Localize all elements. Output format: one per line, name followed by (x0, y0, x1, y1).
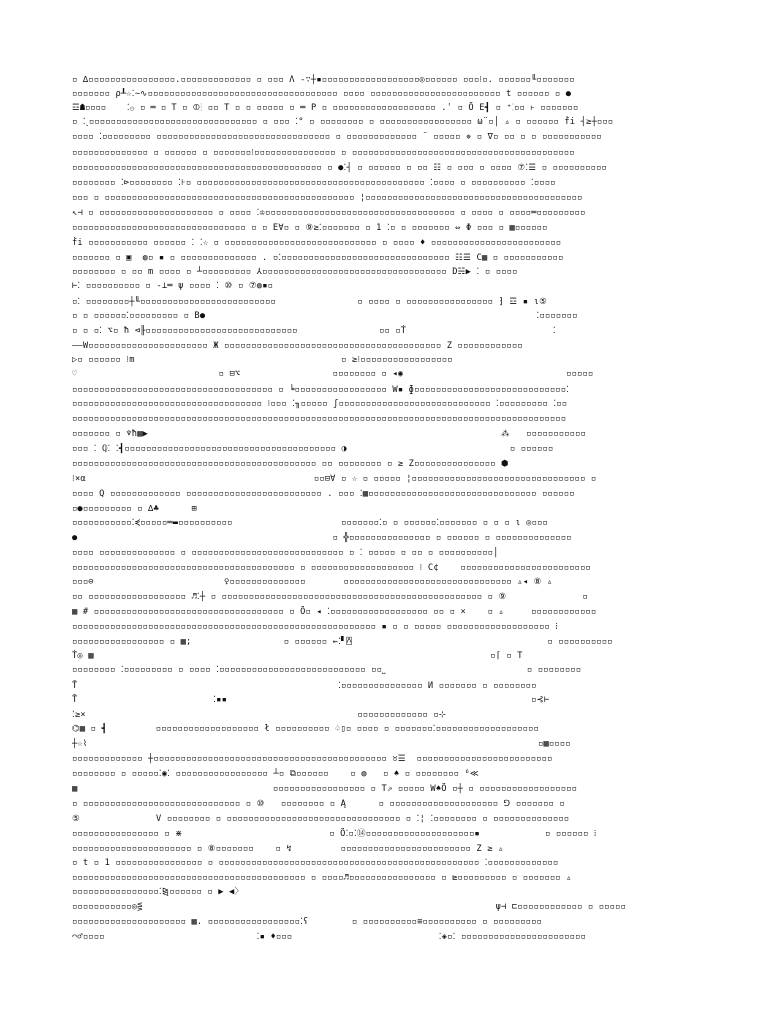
text-line: ▫▫▫▫▫▫▫▫▫▫▫▫▫▫▫▫▫▫▫▫▫▫▫▫▫▫▫▫▫▫▫▫▫▫▫▫▫▫▫▫▫ ▫ ▫▫▫▫▫▫▫▫▫▫▫▫▫▫▫▫▫▫▫ ⁝ C¢ ▫▫▫▫▫▫▫▫▫▫▫▫▫▫▫▫▫▫▫▫▫▫▫▫ (72, 563, 591, 573)
text-line: ▫▫▫▫ ▫▫▫▫▫▫▫▫▫▫▫▫▫▫ ▫ ▫▫▫▫▫▫▫▫▫▫▫▫▫▫▫▫▫▫▫▫▫▫▫▫▫▫▫▫ ▫ ⁚ ▫▫▫▫▫ ▫ ▫▫ ▫ ▫▫▫▫▫▫▫▫▫▫│ (72, 548, 499, 558)
text-line: ▫▫▫▫▫▫▫▫▫▫▫▫▫▫▫▫▫▫▫▫▫▫▫▫▫▫▫▫▫▫▫▫▫▫▫▫▫▫▫▫▫▫▫ ▫ ▫▫▫▫♬▫▫▫▫▫▫▫▫▫▫▫▫▫▫▫▫ ▫ ⊵▫▫▫▫▫▫▫▫▫ ▫ ▫▫▫▫▫▫▫ ▵ (72, 873, 572, 883)
text-line: ▫▫▫▫▫▫▫▫▫▫▫▫▫▫▫▫▫▫▫▫▫▫▫▫▫▫▫▫▫▫▫▫▫▫▫▫▫▫▫▫▫▫▫▫▫▫▫▫▫▫▫▫▫▫▫▫▫▫▫▫▫▫▫▫▫▫▫▫▫▫▫▫▫▫▫▫▫▫▫▫▫▫▫▫▫▫▫▫▫▫▫ (72, 414, 567, 424)
text-line: ▫▫▫▫▫▫▫ ▫ ▣ ◍▫ ▪ ▫ ▫▫▫▫▫▫▫▫▫▫▫▫▫▫ . ▫⁚▫▫▫▫▫▫▫▫▫▫▫▫▫▫▫▫▫▫▫▫▫▫▫▫▫▫▫▫▫▫▫ ☷☰ C▦ ▫ ▫▫▫▫▫▫▫▫▫▫▫ (72, 253, 564, 263)
text-line: ▫▫▫ ▫ ▫▫▫▫▫▫▫▫▫▫▫▫▫▫▫▫▫▫▫▫▫▫▫▫▫▫▫▫▫▫▫▫▫▫▫▫▫▫▫▫▫▫▫▫▫▫ ¦▫▫▫▫▫▫▫▫▫▫▫▫▫▫▫▫▫▫▫▫▫▫▫▫▫▫▫▫▫▫▫▫▫▫▫▫▫▫▫▫ (72, 193, 583, 203)
text-line: ▫▫▫ ⁚ ℚ⁚ ⁚┫▫▫▫▫▫▫▫▫▫▫▫▫▫▫▫▫▫▫▫▫▫▫▫▫▫▫▫▫▫▫▫▫▫▫▫▫▫▫▫ ◑ ▫ ▫▫▫▫▫▫ (72, 444, 554, 454)
text-line: ▫▫▫▫▫▫▫▫ ▫ ▫▫ m ▫▫▫▫ ▫ ┴▫▫▫▫▫▫▫▫▫ ⅄▫▫▫▫▫▫▫▫▫▫▫▫▫▫▫▫▫▫▫▫▫▫▫▫▫▫▫▫▫▫▫▫▫▫ D☵▶ ⁚ ▫ ▫▫▫▫ (72, 267, 518, 277)
text-line: ▫▫▫▫▫▫▫▫ ▫ ▫▫▫▫▫⁚◉⁚ ▫▫▫▫▫▫▫▫▫▫▫▫▫▫▫▫▫ ┴▫ ⧉▫▫▫▫▫▫ ▫ ◍ ▫ ♠ ▫ ▫▫▫▫▫▫▫▫ ⁶≪ (72, 769, 480, 779)
text-line: ▫▫▫▫▫▫▫▫▫▫▫◎⋚ ψ⊣ ⊏▫▫▫▫▫▫▫▫▫▫▫▫ ▫ ▫▫▫▫▫ (72, 902, 626, 912)
text-line: ⌒♂▫▫▫▫ ⁚▪ ♦▫▫▫ ⁚◈▫⁚ ▫▫▫▫▫▫▫▫▫▫▫▫▫▫▫▫▫▫▫▫▫▫▫ (72, 932, 586, 942)
text-line: ▫▫▫⊖ ♀▫▫▫▫▫▫▫▫▫▫▫▫▫▫ ▫▫▫▫▫▫▫▫▫▫▫▫▫▫▫▫▫▫▫▫▫▫▫▫▫▫▫▫▫▫▫ ▵◂ ⑧ ▵ (72, 577, 553, 587)
text-line: ▫▫▫▫▫▫▫▫▫▫▫▫▫▫▫▫▫▫▫▫▫▫▫▫▫▫▫▫▫▫▫▫▫▫▫ ⁝▫▫▫ ⁚╖▫▫▫▫▫ ʃ▫▫▫▫▫▫▫▫▫▫▫▫▫▫▫▫▫▫▫▫▫▫▫▫▫▫▫▫ ⁚▫▫▫▫▫▫▫▫▫ ⁚▫▫ (72, 399, 568, 409)
text-line: ⁚≥× ▫▫▫▫▫▫▫▫▫▫▫▫▫ ▫⊹ (72, 710, 447, 720)
text-line: ▫ ∆▫▫▫▫▫▫▫▫▫▫▫▫▫▫▫▫.▫▫▫▫▫▫▫▫▫▫▫▫▫ ▫ ▫▫▫ Λ -∵┼▪▫▫▫▫▫▫▫▫▫▫▫▫▫▫▫▫▫▫◎▫▫▫▫▫▫ ▫▫▫⁝▫. ▫▫▫▫▫▫╙▫▫▫▫▫▫▫ (72, 75, 575, 85)
text-line: ⑤ V ▫▫▫▫▫▫▫▫ ▫ ▫▫▫▫▫▫▫▫▫▫▫▫▫▫▫▫▫▫▫▫▫▫▫▫▫▫▫▫▫▫▫▫ ▫ ⁚¦ ⁚▫▫▫▫▫▫▫▫ ▫ ▫▫▫▫▫▫▫▫▫▫▫▫▫▫ (72, 814, 570, 824)
text-line: ⊢⁚ ▫▫▫▫▫▫▫▫▫▫ ▫ -⊥═ ψ ▫▫▫▫ ⁚ ⑩ ▫ ⑦◍▪▫ (72, 281, 274, 291)
text-line: ▫ t ▫ 1 ▫▫▫▫▫▫▫▫▫▫▫▫▫▫▫▫ ▫ ▫▫▫▫▫▫▫▫▫▫▫▫▫▫▫▫▫▫▫▫▫▫▫▫▫▫▫▫▫▫▫▫▫▫▫▫▫▫▫▫▫▫▫▫▫▫▫▫ ⁚▫▫▫▫▫▫▫▫▫▫▫▫▫ (72, 858, 559, 868)
text-line: ▫▫▫▫▫▫▫▫▫▫▫▫▫▫▫▫▫▫▫▫▫▫▫▫▫▫▫▫▫▫▫▫ ▫ ▫ E∀▫ ▫ ⑨≥⁚▫▫▫▫▫▫▫ ▫ 1 ⁚▫ ▫ ▫▫▫▫▫▫▫ ⇔ Φ ▫▫▫ ▫ ▦▫▫▫▫▫▫ (72, 223, 548, 233)
text-line: ▦ # ▫▫▫▫▫▫▫▫▫▫▫▫▫▫▫▫▫▫▫▫▫▫▫▫▫▫▫▫▫▫▫▫▫▫▫ ▫ Ȫ▫ ◂ ⁚▫▫▫▫▫▫▫▫▫▫▫▫▫▫▫▫▫▫ ▫▫ ▫ × ▫ ▵ ▫▫▫▫▫▫▫▫▫▫▫▫ (72, 607, 597, 617)
text-line: Ṫ◎ ▦ ▫⌈ ▫ T (72, 651, 523, 661)
text-line: ▫▫▫▫▫▫▫▫▫▫▫▫▫▫▫▫⁚⧎▫▫▫▫▫▫ ▫ ▶ ◀〉 (72, 887, 244, 897)
text-line: ⌬▦ ▫ ┫ ▫▫▫▫▫▫▫▫▫▫▫▫▫▫▫▫▫▫▫ ł ▫▫▫▫▫▫▫▫▫▫ ♤▯▫ ▫▫▫▫ ▫ ▫▫▫▫▫▫▫⁚▫▫▫▫▫▫▫▫▫▫▫▫▫▫▫▫▫▫▫ (72, 724, 539, 734)
text-line: ▫▫▫▫▫▫▫▫▫▫▫▫▫▫▫▫▫▫▫▫▫▫▫▫▫▫▫▫▫▫▫▫▫▫▫▫▫▫▫▫▫▫▫▫▫▫▫▫▫▫▫▫▫▫▫▫ ▪ ▫ ▫ ▫▫▫▫▫ ▫▫▫▫▫▫▫▫▫▫▫▫▫▫▫▫▫▫▫ ⁞ (72, 622, 558, 632)
text-line: ▫▫▫▫▫▫▫▫▫▫▫▫▫ ┼▫▫▫▫▫▫▫▫▫▫▫▫▫▫▫▫▫▫▫▫▫▫▫▫▫▫▫▫▫▫▫▫▫▫▫▫▫▫▫▫▫▫▫ ♉☰ ▫▫▫▫▫▫▫▫▫▫▫▫▫▫▫▫▫▫▫▫▫▫▫▫▫ (72, 754, 553, 764)
text-line: ▫⁚ ▫▫▫▫▫▫▫▫┼╙▫▫▫▫▫▫▫▫▫▫▫▫▫▫▫▫▫▫▫▫▫▫▫▫▫ ▫ ▫▫▫▫ ▫ ▫▫▫▫▫▫▫▫▫▫▫▫▫▫▫▫ ⁆ ☲ ▪ ι⑤ (72, 297, 548, 307)
text-line: ▫▫▫▫▫▫▫▫▫▫▫▫▫▫▫▫ ▫ ⋇ ▫ Ȫ⁚▫⁚⑭▫▫▫▫▫▫▫▫▫▫▫▫▫▫▫▫▫▫▫▫▪ ▫ ▫▫▫▫▫▫ ⁞ (72, 829, 597, 839)
text-line: ▫▫▫▫▫▫▫▫▫▫▫▫▫▫ ▫ ▫▫▫▫▫▫ ▫ ▫▫▫▫▫▫▫⁝▫▫▫▫▫▫▫▫▫▫▫▫▫▫▫ ▫ ▫▫▫▫▫▫▫▫▫▫▫▫▫▫▫▫▫▫▫▫▫▫▫▫▫▫▫▫▫▫▫▫▫▫▫▫▫▫▫▫▫ (72, 148, 575, 158)
text-line: ▫▫▫▫▫▫▫▫▫▫▫▫▫▫▫▫▫▫▫▫▫▫▫▫▫▫▫▫▫▫▫▫▫▫▫▫▫▫▫▫▫▫▫▫▫ ▫▫ ▫▫▫▫▫▫▫▫ ▫ ≥ Z▫▫▫▫▫▫▫▫▫▫▫▫▫▫▫ ⬢ (72, 459, 509, 469)
text-line: ⁝×α ▫▫⊟∀ ▫ ☆ ▫ ▫▫▫▫▫ ¦▫▫▫▫▫▫▫▫▫▫▫▫▫▫▫▫▫▫▫▫▫▫▫▫▫▫▫▫▫▫▫▫ ▫ (72, 474, 597, 484)
text-line: ↖⊣ ▫ ▫▫▫▫▫▫▫▫▫▫▫▫▫▫▫▫▫▫▫▫▫ ▫ ▫▫▫▫ ⁚♔▫▫▫▫▫▫▫▫▫▫▫▫▫▫▫▫▫▫▫▫▫▫▫▫▫▫▫▫▫▫▫▫▫▫▫ ▫ ▫▫▫▫ ▫ ▫▫▫▫═▫▫▫▫▫▫▫▫▫ (72, 208, 586, 218)
text-line: ▫▫▫▫ ⁚▫▫▫▫▫▫▫▫▫ ▫▫▫▫▫▫▫▫▫▫▫▫▫▫▫▫▫▫▫▫▫▫▫▫▫▫▫▫▫▫▫▫ ▫ ▫▫▫▫▫▫▫▫▫▫▫▫▫ ¨ ▫▫▫▫▫ ✵ ▫ ∇▫ ▫▫ ▫ ▫ ▫▫▫▫▫▫▫▫▫▫▫ (72, 132, 602, 142)
text-line: ▫▫▫▫▫▫▫▫▫▫▫▫▫▫▫▫▫ ▫ ▦; ▫ ▫▫▫▫▫▫ ⇜⁚▘⍓ ▫ ▫▫▫▫▫▫▫▫▫▫ (72, 637, 613, 647)
text-line: ▫▫▫▫▫▫▫▫▫▫▫⁚⋞▫▫▫▫▫═▬▫▫▫▫▫▫▫▫▫▫ ▫▫▫▫▫▫▫⁚▫ ▫ ▫▫▫▫▫▫⁚▫▫▫▫▫▫▫ ▫ ▫ ▫ ι ◎▫▫▫ (72, 518, 548, 528)
text-line: ▫▫ ▫▫▫▫▫▫▫▫▫▫▫▫▫▫▫▫▫▫ ♬⁚┼ ▫ ▫▫▫▫▫▫▫▫▫▫▫▫▫▫▫▫▫▫▫▫▫▫▫▫▫▫▫▫▫▫▫▫▫▫▫▫▫▫▫▫▫▫▫▫▫▫▫▫ ▫ ⑨ ▫ (72, 592, 588, 602)
text-line: ▫▫▫▫ Q ▫▫▫▫▫▫▫▫▫▫▫▫▫ ▫▫▫▫▫▫▫▫▫▫▫▫▫▫▫▫▫▫▫▫▫▫▫▫▫ . ▫▫▫ ⁚▦▫▫▫▫▫▫▫▫▫▫▫▫▫▫▫▫▫▫▫▫▫▫▫▫▫▫▫▫▫▫▫ ▫▫▫▫▫▫ (72, 489, 575, 499)
text-line: ▫ ⁚˻▫▫▫▫▫▫▫▫▫▫▫▫▫▫▫▫▫▫▫▫▫▫▫▫▫▫▫▫▫▫▫ ▫ ▫▫▫ ⁚° ▫ ▫▫▫▫▫▫▫▫ ▫ ▫▫▫▫▫▫▫▫▫▫▫▫▫▫▫▫▫ ω¨▫│ ▵ ▫ ▫▫▫▫▫▫ ḟi ┤≥┼▫▫▫ (72, 117, 614, 127)
text-line: ♡ ▫ ⊟⌥ ▫▫▫▫▫▫▫▫ ▫ ◂◉ ▫▫▫▫▫ (72, 369, 594, 379)
text-line: ☲☗▫▫▫▫ ⁚۞ ▫ ═ ▫ T ▫ ⦷⁝ ▫▫ T ▫ ▫ ▫▫▫▫▫ ▫ ═ P ▫ ▫▫▫▫▫▫▫▫▫▫▫▫▫▫▫▫▫▫▫ .ʿ ▫ Ȫ E┫ ▫ ⁺⁚▫▫ ⊦ ▫▫▫▫▫▫▫ (72, 103, 579, 113)
text-line: ▫▫▫▫▫▫▫▫▫▫▫▫▫▫▫▫▫▫▫▫▫▫▫▫▫▫▫▫▫▫▫▫▫▫▫▫▫ ▫ ╘▫▫▫▫▫▫▫▫▫▫▫▫▫▫▫▫▫ W▪ ɸ▫▫▫▫▫▫▫▫▫▫▫▫▫▫▫▫▫▫▫▫▫▫▫▫▫▫▫▫⁚ (72, 385, 570, 395)
text-line: ▫▫▫▫▫▫▫▫ ⁚⊳▫▫▫▫▫▫▫▫ ⁚⊦▫ ▫▫▫▫▫▫▫▫▫▫▫▫▫▫▫▫▫▫▫▫▫▫▫▫▫▫▫▫▫▫▫▫▫▫▫▫▫▫▫▫▫▫ ⁚▫▫▫▫ ▫ ▫▫▫▫▫▫▫▫▫▫ ⁚▫▫▫▫ (72, 178, 556, 188)
text-line: ▫ ▫ ▫⁚ ⌥▫ ħ ⊲╟▫▫▫▫▫▫▫▫▫▫▫▫▫▫▫▫▫▫▫▫▫▫▫▫▫▫▫▫ ▫▫ ▫Ṫ ⁚ (72, 326, 556, 336)
text-line: ▦ ▫▫▫▫▫▫▫▫▫▫▫▫▫▫▫▫▫ ▫ T⇗ ▫▫▫▫▫ W♠Ȫ ▫┼ ▫ ▫▫▫▫▫▫▫▫▫▫▫▫▫▫▫▫▫▫ (72, 784, 578, 794)
text-line: ▫●▫▫▫▫▫▫▫▫▫ ▫ ∆♣ ⊞ (72, 504, 197, 514)
text-line: ▫ ▫ ▫▫▫▫▫▫⁚▫▫▫▫▫▫▫▫▫ ▫ B● ⁚▫▫▫▫▫▫▫ (72, 311, 578, 321)
text-line: ▫ ▫▫▫▫▫▫▫▫▫▫▫▫▫▫▫▫▫▫▫▫▫▫▫▫▫▫▫▫▫ ▫ ⑩ ▫▫▫▫▫▫▫▫ ▫ Ą ▫ ▫▫▫▫▫▫▫▫▫▫▫▫▫▫▫▫▫▫▫▫ ⅁ ▫▫▫▫▫▫▫ ▫ (72, 799, 565, 809)
text-line: ● ▫ ╬▫▫▫▫▫▫▫▫▫▫▫▫▫▫▫ ▫ ▫▫▫▫▫▫ ▫ ▫▫▫▫▫▫▫▫▫▫▫▫▫▫ (72, 533, 572, 543)
text-line: ——W▫▫▫▫▫▫▫▫▫▫▫▫▫▫▫▫▫▫▫▫▫▫ Ж ▫▫▫▫▫▫▫▫▫▫▫▫▫▫▫▫▫▫▫▫▫▫▫▫▫▫▫▫▫▫▫▫▫▫▫▫▫▫▫▫ Ζ ▫▫▫▫▫▫▫▫▫▫▫▫ (72, 341, 523, 351)
text-line: ▫▫▫▫▫▫▫▫ ⁚▫▫▫▫▫▫▫▫▫ ▫ ▫▫▫▫ ⁚▫▫▫▫▫▫▫▫▫▫▫▫▫▫▫▫▫▫▫▫▫▫▫▫▫▫▫ ▫▫˽ ▫ ▫▫▫▫▫▫▫▫ (72, 665, 582, 675)
text-line: T̄ ⁚▪▪ ▫⊰⊢ (72, 695, 550, 705)
text-line: ḟi ▫▫▫▫▫▫▫▫▫▫▫ ▫▫▫▫▫▫ ⁚ ⁚☆ ▫ ▫▫▫▫▫▫▫▫▫▫▫▫▫▫▫▫▫▫▫▫▫▫▫▫▫▫▫▫ ▫ ▫▫▫▫ ♦ ▫▫▫▫▫▫▫▫▫▫▫▫▫▫▫▫▫▫▫▫▫▫▫▫ (72, 238, 562, 248)
text-line: ▫▫▫▫▫▫▫▫▫▫▫▫▫▫▫▫▫▫▫▫▫▫▫▫▫▫▫▫▫▫▫▫▫▫▫▫▫▫▫▫▫▫▫▫▫▫ ▫ ●⁚┤ ▫ ▫▫▫▫▫▫ ▫ ▫▫ ☷ ▫ ▫▫▫ ▫ ▫▫▫▫ ⑦⁚☰ ▫ ▫▫▫▫▫▫▫▫▫▫ (72, 163, 607, 173)
text-line: ▫▫▫▫▫▫▫▫▫▫▫▫▫▫▫▫▫▫▫▫▫ ▦. ▫▫▫▫▫▫▫▫▫▫▫▫▫▫▫▫▫⁚ʕ ▫ ▫▫▫▫▫▫▫▫▫▫≡▫▫▫▫▫▫▫▫▫▫ ▫ ▫▫▫▫▫▫▫▫▫ (72, 917, 542, 927)
text-line: ┼☆⌇ ▫▦▫▫▫▫ (72, 739, 571, 749)
text-line: ▷▫ ▫▫▫▫▫▫ ⁝m ▫ ≥⁝▫▫▫▫▫▫▫▫▫▫▫▫▫▫▫▫▫ (72, 355, 453, 365)
text-line: ▫▫▫▫▫▫▫ ▫ ♆ħ▦▶ ⁂ ▫▫▫▫▫▫▫▫▫▫▫ (72, 429, 586, 439)
text-line: T̊ ⁚▫▫▫▫▫▫▫▫▫▫▫▫▫▫▫ И ▫▫▫▫▫▫▫ ▫ ▫▫▫▫▫▫▫▫ (72, 681, 537, 691)
text-line: ▫▫▫▫▫▫▫▫▫▫▫▫▫▫▫▫▫▫▫▫▫▫ ▫ ⑧▫▫▫▫▫▫▫ ▫ ↯ ▫▫▫▫▫▫▫▫▫▫▫▫▫▫▫▫▫▫▫▫▫▫▫▫ Z ≥ ▵ (72, 844, 504, 854)
text-line: ▫▫▫▫▫▫▫ ρ┸☆⁚∼∿▫▫▫▫▫▫▫▫▫▫▫▫▫▫▫▫▫▫▫▫▫▫▫▫▫▫▫▫▫▫▫▫▫▫▫ ▫▫▫▫ ▫▫▫▫▫▫▫▫▫▫▫▫▫▫▫▫▫▫▫▫▫▫▫▫ t ▫▫▫▫▫▫ ▫ ● (72, 89, 572, 99)
